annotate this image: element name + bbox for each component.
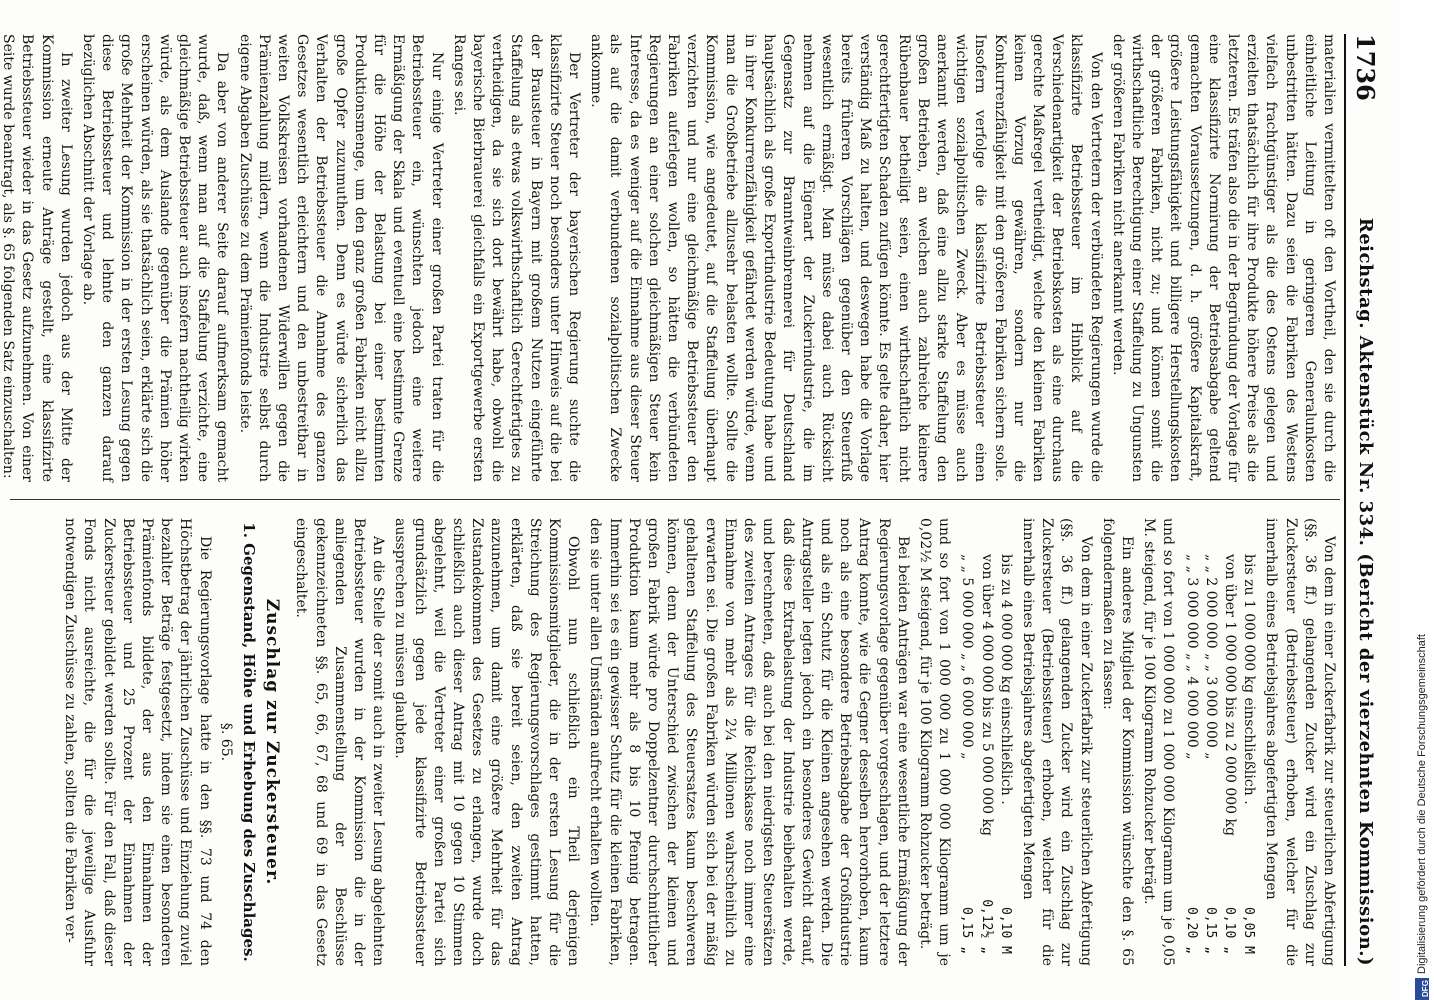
list-item: von über 1 000 000 bis zu 2 000 000 kg 0,10 „ [1221, 554, 1238, 954]
digitization-credit [1410, 0, 1434, 1000]
paragraph-mark: §. 65. [217, 722, 234, 762]
paragraph: Nur einige Vertreter einer großen Partei traten für die Betriebssteuer ein, wünschten jedoch eine weitere Ermäßigung der Skala und eventuell eine bestimmte Grenze für die Höhe der Belastung bei einer bestimmten Produktionsmenge, um den ganz großen Fabriken nicht allzu große Opfer zuzumuthen. Denn es würde sicherlich das Verhalten der Betriebssteuer die Annahme des ganzen Gesetzes wesentlich erleichtern und den unbestreitbar in weiten Volkskreisen vorhandenen Widerwillen gegen die Prämienzahlung mildern, wenn die Industrie selbst durch eigene Abgaben Zuschüsse zu dem Prämienfonds leiste. [236, 34, 445, 482]
list-item: „ „ 5 000 000 „ „ 6 000 000 „ 0,15 „ [959, 554, 976, 954]
list-item: bis zu 4 000 000 kg einschließlich . 0,10 M [997, 554, 1014, 954]
paragraph: materialien vermittelten oft den Vortheil, den sie durch die einheitliche Leitung in geringeren Generalunkosten unbestritten hätten. Dazu seien die Fabriken des Westens vielfach frachtgünstiger als die des Ostens gelegen und erzielten thatsächlich für ihre Produkte höhere Preise als die letzteren. Es träfen also die in der Begründung der Vorlage für eine klassifizirte Normirung der Betriebsabgabe geltend gemachten Voraussetzungen, d. h. größere Kapitalskraft, größere Leistungsfähigkeit und billigere Herstellungskosten der größeren Fabriken, nicht zu; und können somit die wirthschaftliche Berechtigung einer Staffelung zu Ungunsten der größeren Fabriken nicht anerkannt werden. [1109, 34, 1337, 482]
paragraph: Der Vertreter der bayerischen Regierung suchte die klassifizirte Steuer noch besonders unter Hinweis auf die bei der Brausteuer in Bayern mit großem Nutzen eingeführte Staffelung als etwas volkswirthschaftlich Gerechtfertigtes zu vertheidigen, da sie sich dort bewährt habe, obwohl die bayerische Bierbrauerei gleichfalls ein Exportgewerbe ersten Ranges sei. [450, 34, 583, 482]
paragraph: Von dem in einer Zuckerfabrik zur steuerlichen Abfertigung (§§. 36 ff.) gelangenden Zucker wird ein Zuschlag zur Zuckersteuer (Betriebssteuer) erhoben, welcher für die innerhalb eines Betriebsjahres abgefertigten Mengen [1019, 518, 1094, 966]
list-item: bis zu 1 000 000 kg einschließlich . 0,05 M [1241, 554, 1258, 954]
paragraph: An die Stelle der somit auch in zweiter Lesung abgelehnten Betriebssteuer wurden in der Kommission die in der anliegenden Zusammenstellung der Beschlüsse gekennzeichneten §§. 65, 66, 67, 68 und 69 in das Gesetz eingeschaltet. [293, 518, 387, 966]
column-divider [10, 499, 1340, 500]
digitization-note: Digitalisierung gefördert durch die Deutsche Forschungsgemeinschaft [1416, 634, 1428, 974]
paragraph: Von dem in einer Zuckerfabrik zur steuerlichen Abfertigung (§§. 36 ff.) gelangenden Zucker wird ein Zuschlag zur Zuckersteuer (Betriebssteuer) erhoben, welcher für die innerhalb eines Betriebsjahres abgefertigten Mengen [1263, 518, 1337, 966]
dfg-logo: DFG [1415, 978, 1429, 1000]
right-column [57, 518, 1338, 966]
paragraph: und so fort von 1 000 000 zu 1 000 000 Kilogramm um je 0,05 M. steigend, für je 100 Kilogramm Rohzucker beträgt. [1141, 518, 1177, 966]
paragraph: und so fort von 1 000 000 zu 1 000 000 Kilogramm um je 0,02½ M steigend, für je 100 Kilogramm Rohzucker beträgt. [916, 518, 953, 966]
page-number: 1736 [1351, 34, 1381, 101]
left-column [0, 34, 1338, 482]
paragraph: Da aber von anderer Seite darauf aufmerksam gemacht wurde, daß, wenn man auf die Staffelung verzichte, eine gleichmäßige Betriebssteuer auch insofern nachtheilig wirken würde, als dem Auslande gegenüber die Prämien höher erscheinen würden, als sie thatsächlich seien, erklärte sich die große Mehrheit der Kommission in der ersten Lesung gegen diese Betriebssteuer und lehnte den ganzen darauf bezüglichen Abschnitt der Vorlage ab. [80, 34, 231, 482]
list-item: von über 4 000 000 bis zu 5 000 000 kg 0,12½ „ [978, 554, 995, 954]
paragraph: Die Regierungsvorlage hatte in den §§. 73 und 74 den Höchstbetrag der jährlichen Zuschüsse und Einziehung zuviel bezahlter Beträge festgesetzt, indem sie einen besonderen Prämienfonds bildete, der aus den Einnahmen der Betriebssteuer und 25 Prozent der Einnahmen der Zuckersteuer gebildet werden sollte. Für den Fall, daß dieser Fonds nicht ausreichte, die für die jeweilige Ausfuhr notwendigen Zuschüsse zu zahlen, sollten die Fabriken ver- [62, 518, 213, 966]
list-item: „ „ 3 000 000 „ „ 4 000 000 „ 0,20 „ [1183, 554, 1200, 954]
page-header [1344, 34, 1386, 966]
paragraph: Bei beiden Anträgen war eine wesentliche Ermäßigung der Regierungsvorlage gegenüber vorgeschlagen, und der letztere Antrag konnte, wie die Gegner desselben hervorhoben, kaum noch als eine besondere Betriebsabgabe der Großindustrie und als ein Schutz für die Kleinen angesehen werden. Die Antragsteller legten jedoch ein besonderes Gewicht darauf, daß diese Extrabelastung der Industrie beibehalten werde, und berechneten, daß auch bei den niedrigsten Steuersätzen des zweiten Antrages für die Reichskasse noch immer eine Einnahme von mehr als 2¼ Millionen wahrscheinlich zu erwarten sei. Die großen Fabriken würden sich bei der mäßig gehaltenen Staffelung des Steuersatzes kaum beschweren können, denn der Unterschied zwischen der kleinen und großen Fabrik würde pro Doppelzentner durchschnittlicher Produktion kaum mehr als 8 bis 10 Pfennig betragen. Immerhin sei es ein gewisser Schutz für die kleinen Fabriken, den sie unter allen Umständen aufrecht erhalten wollten. [587, 518, 911, 966]
paragraph: Obwohl nun schließlich ein Theil derjenigen Kommissionsmitglieder, die in der ersten Lesung für die Streichung des Regierungsvorschlages gestimmt hatten, erklärten, daß sie bereit seien, den zweiten Antrag anzunehmen, um damit eine größere Mehrheit für das Zustandekommen des Gesetzes zu erlangen, wurde doch schließlich auch dieser Antrag mit 10 gegen 10 Stimmen abgelehnt, weil die Vertreter einer großen Partei sich grundsätzlich gegen jede klassifizirte Betriebssteuer aussprechen zu müssen glaubten. [392, 518, 582, 966]
paragraph: Von den Vertretern der verbündeten Regierungen wurde die klassifizirte Betriebssteuer im Hinblick auf die Verschiedenartigkeit der Betriebskosten als eine durchaus gerechte Maßregel vertheidigt, welche den kleinen Fabriken keinen Vorzug gewähren, sondern nur die Konkurrenzfähigkeit mit den größeren Fabriken sichern solle. Insofern verfolge die klassifizirte Betriebssteuer einen wichtigen sozialpolitischen Zweck. Aber es müsse auch anerkannt werden, daß eine allzu starke Staffelung den großen Betrieben, an welchen auch zahlreiche kleinere Rübenbauer betheiligt seien, einen wirthschaftlich nicht gerechtfertigten Schaden zufügen könnte. Es gelte daher, hier verständig Maß zu halten, und deswegen habe die Vorlage bereits früheren Vorschlägen gegenüber den Steuerfuß wesentlich ermäßigt. Man müsse dabei auch Rücksicht nehmen auf die Eigenart der Zuckerindustrie, die im Gegensatz zur Branntweinbrennerei für Deutschland hauptsächlich als große Exportindustrie Bedeutung habe und in ihrer Konkurrenzfähigkeit gefährdet werden würde, wenn man die Großbetriebe allzusehr belasten wollte. Sollte die Kommission, wie angedeutet, auf die Staffelung überhaupt verzichten und nur eine gleichmäßige Betriebssteuer den Fabriken auferlegen wollen, so hätten die verbündeten Regierungen an einer solchen gleichmäßigen Steuer kein Interesse, da es weniger auf die Einnahme aus dieser Steuer als auf die damit verbundenen sozialpolitischen Zwecke ankomme. [588, 34, 1104, 482]
running-head: Reichstag. Aktenstück Nr. 334. (Bericht der vierzehnten Kommission.) [1355, 217, 1377, 966]
rate-list-b [957, 554, 1015, 966]
rate-list-a [1181, 554, 1258, 966]
section-title: Zuschlag zur Zuckersteuer. [262, 598, 283, 886]
list-item: „ „ 2 000 000 „ „ 3 000 000 „ 0,15 „ [1202, 554, 1219, 954]
paragraph: Ein anderes Mitglied der Kommission wünschte den §. 65 folgendermaßen zu fassen: [1099, 518, 1135, 966]
paragraph: In zweiter Lesung wurden jedoch aus der Mitte der Kommission erneute Anträge gestellt, eine klassifizirte Betriebssteuer wieder in das Gesetz aufzunehmen. Von einer Seite wurde beantragt, als §. 65 folgenden Satz einzuschalten: [0, 34, 74, 482]
subsection-title: 1. Gegenstand, Höhe und Erhebung des Zuschlages. [240, 522, 259, 962]
